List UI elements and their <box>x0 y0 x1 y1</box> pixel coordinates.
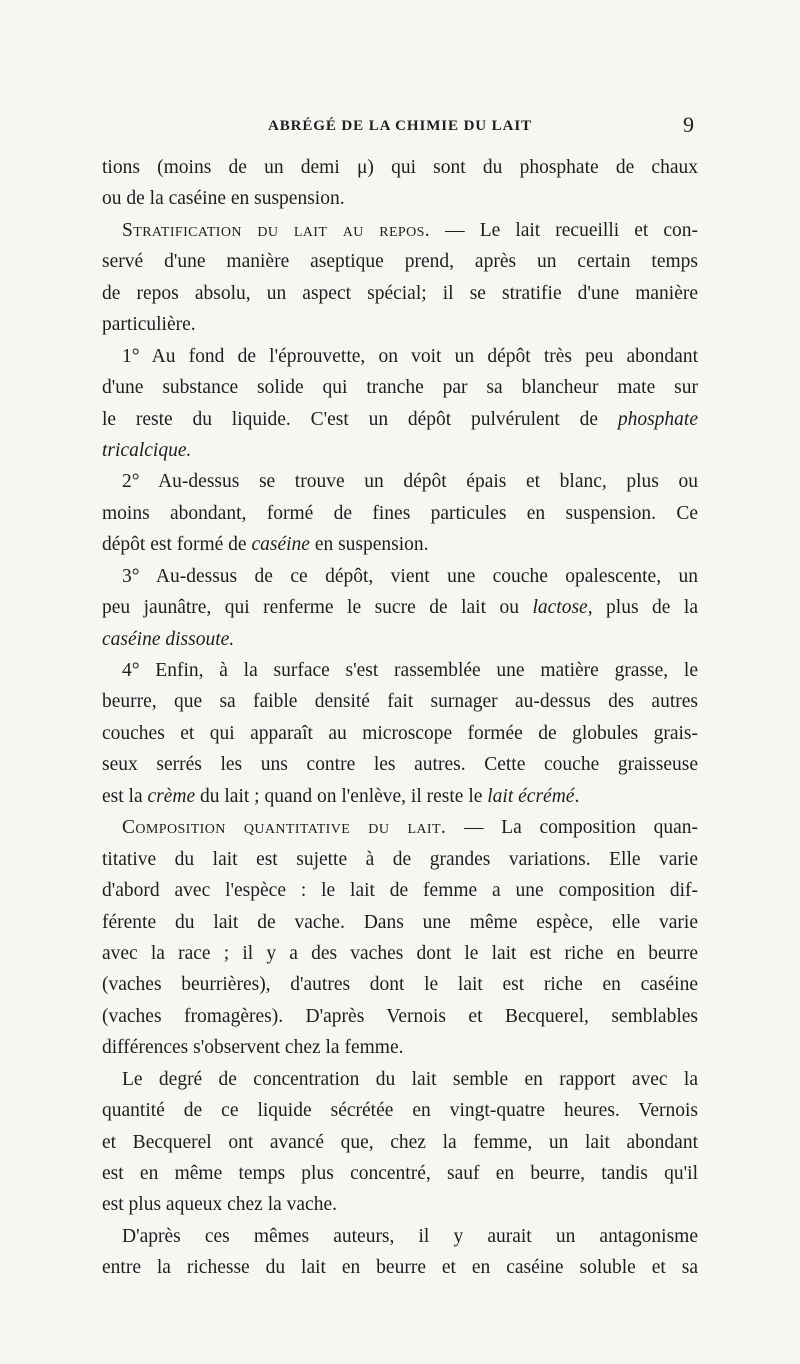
section-heading-line <box>102 215 698 246</box>
text-line: D'après ces mêmes auteurs, il y aurait un antagonisme <box>122 1225 698 1247</box>
text-line: ou de la caséine en suspension. <box>102 188 345 210</box>
text-line: titative du lait est sujette à de grandes variations. Elle varie <box>102 848 698 870</box>
text-fragment: est la <box>102 785 148 807</box>
body-text <box>102 152 698 1284</box>
text-line: (vaches beurrières), d'autres dont le lait est riche en caséine <box>102 974 698 996</box>
section-heading: Stratification du lait au repos. <box>122 219 431 241</box>
text-line: quantité de ce liquide sécrétée en vingt-quatre heures. Vernois <box>102 1100 698 1122</box>
text-line <box>102 624 698 655</box>
text-line: d'une substance solide qui tranche par sa blancheur mate sur <box>102 377 698 399</box>
page-number: 9 <box>683 112 694 137</box>
text-line: (vaches fromagères). D'après Vernois et Becquerel, semblables <box>102 1005 698 1027</box>
text-line: de repos absolu, un aspect spécial; il se stratifie d'une manière <box>102 282 698 304</box>
text-line <box>102 781 698 812</box>
text-line <box>102 592 698 623</box>
text-line: tions (moins de un demi μ) qui sont du phosphate de chaux <box>102 157 698 178</box>
text-fragment: en suspension. <box>309 534 429 556</box>
text-line: 2° Au-dessus se trouve un dépôt épais et blanc, plus ou <box>122 471 698 493</box>
text-line: moins abondant, formé de fines particules en suspension. Ce <box>102 502 698 524</box>
text-line: d'abord avec l'espèce : le lait de femme a une composition dif- <box>102 880 698 902</box>
text-line: est en même temps plus concentré, sauf en beurre, tandis qu'il <box>102 1163 698 1184</box>
text-line: 1° Au fond de l'éprouvette, on voit un dépôt très peu abondant <box>122 345 698 367</box>
text-line: différences s'observent chez la femme. <box>102 1037 404 1059</box>
section-heading: Composition quantitative du lait. <box>122 817 447 839</box>
text-line <box>102 404 698 435</box>
italic-term: lait écrémé <box>487 785 575 807</box>
text-fragment: du lait ; quand on l'enlève, il reste le <box>195 785 488 807</box>
text-fragment: dépôt est formé de <box>102 534 252 556</box>
text-line: couches et qui apparaît au microscope formée de globules grais- <box>102 722 698 744</box>
text-line <box>102 529 698 560</box>
text-line <box>102 435 698 466</box>
italic-term: caséine <box>251 534 310 556</box>
text-line: férente du lait de vache. Dans une même espèce, elle varie <box>102 911 698 933</box>
text-fragment: . <box>574 785 580 807</box>
text-line: 4° Enfin, à la surface s'est rassemblée une matière grasse, le <box>122 660 698 681</box>
text-fragment: — La composition quan- <box>446 817 698 839</box>
running-head <box>100 112 700 142</box>
text-line: est plus aqueux chez la vache. <box>102 1194 337 1216</box>
text-line: seux serrés les uns contre les autres. Cette couche graisseuse <box>102 754 698 776</box>
text-fragment: , plus de la <box>587 597 699 619</box>
italic-term: crème <box>147 785 196 807</box>
text-fragment: — Le lait recueilli et con- <box>430 219 698 241</box>
text-fragment: peu jaunâtre, qui renferme le sucre de lait ou <box>102 597 533 619</box>
text-line: Le degré de concentration du lait semble en rapport avec la <box>122 1068 698 1090</box>
text-line: beurre, que sa faible densité fait surnager au-dessus des autres <box>102 691 698 713</box>
text-line: avec la race ; il y a des vaches dont le lait est riche en beurre <box>102 942 698 964</box>
section-heading-line <box>102 812 698 843</box>
running-title: ABRÉGÉ DE LA CHIMIE DU LAIT <box>268 118 532 134</box>
text-line: particulière. <box>102 314 196 336</box>
italic-term: caséine dissoute. <box>102 628 235 650</box>
text-line: et Becquerel ont avancé que, chez la femme, un lait abondant <box>102 1131 698 1153</box>
italic-term: tricalcique. <box>102 439 192 461</box>
text-line: servé d'une manière aseptique prend, après un certain temps <box>102 251 698 273</box>
text-fragment: le reste du liquide. C'est un dépôt pulvérulent de <box>102 408 618 430</box>
italic-term: phosphate <box>617 408 698 430</box>
text-line: 3° Au-dessus de ce dépôt, vient une couche opalescente, un <box>122 565 698 587</box>
italic-term: lactose <box>532 597 588 619</box>
text-line: entre la richesse du lait en beurre et en caséine soluble et sa <box>102 1257 698 1279</box>
